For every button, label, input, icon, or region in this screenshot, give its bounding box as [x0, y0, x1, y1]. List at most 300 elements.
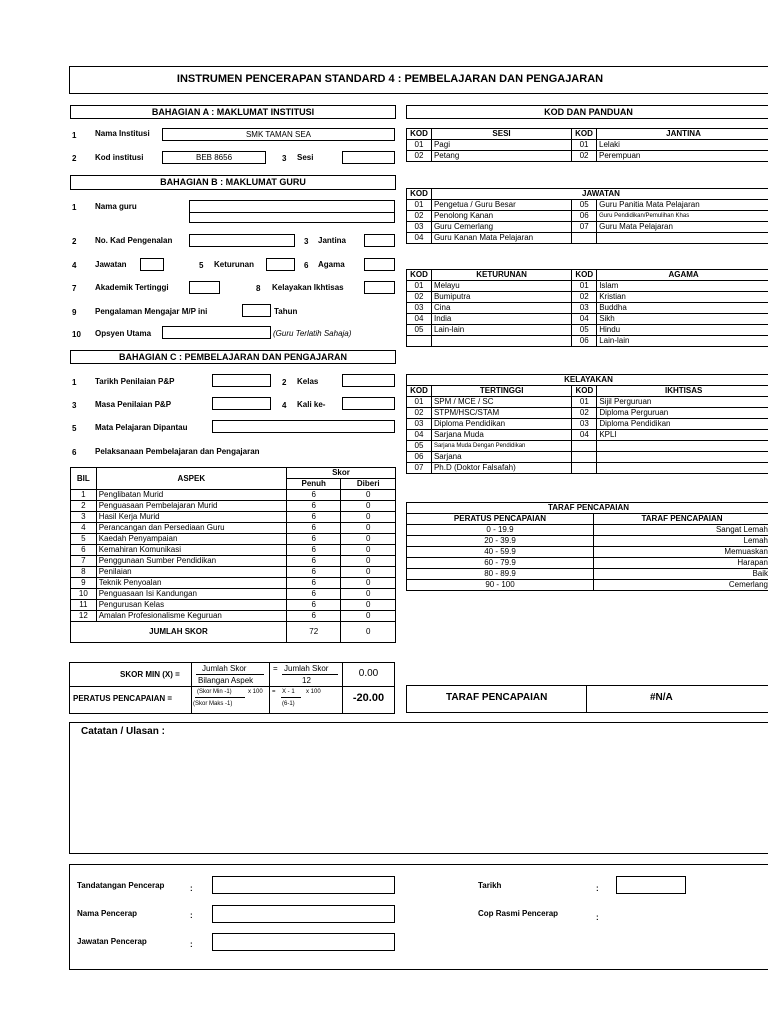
row-number: 1 [72, 131, 77, 140]
kod-cell [572, 463, 597, 474]
row-number: 9 [72, 308, 77, 317]
bil-header: BIL [71, 468, 97, 490]
tertinggi-cell: STPM/HSC/STAM [431, 408, 571, 419]
fraction-line-4 [281, 697, 301, 698]
x-minus-1-text: X - 1 [282, 689, 295, 695]
colon: : [596, 913, 599, 922]
x100b-text: x 100 [306, 689, 321, 695]
colon: : [190, 940, 193, 949]
skor-min-value: 0.00 [358, 668, 379, 679]
table-row [407, 452, 768, 463]
bil-cell: 10 [71, 589, 97, 600]
ikhtisas-cell [597, 452, 768, 463]
kad-pengenalan-field[interactable] [189, 234, 295, 247]
ikhtisas-header: IKHTISAS [597, 386, 768, 397]
kod-header: KOD [572, 129, 597, 140]
kod-cell: 06 [572, 336, 597, 347]
diberi-cell: 0 [341, 567, 396, 578]
table-row [71, 512, 396, 523]
sesi-label: Sesi [297, 153, 314, 162]
kod-cell: 07 [407, 463, 432, 474]
tarikh-penilaian-label: Tarikh Penilaian P&P [95, 377, 175, 386]
bil-cell: 7 [71, 556, 97, 567]
kod-cell [572, 441, 597, 452]
kod-cell: 01 [572, 140, 597, 151]
tertinggi-cell: Ph.D (Doktor Falsafah) [431, 463, 571, 474]
table-row [407, 151, 768, 162]
table-row [407, 325, 768, 336]
jantina-field[interactable] [364, 234, 395, 247]
agama-field[interactable] [364, 258, 395, 271]
kod-cell: 02 [572, 408, 597, 419]
catatan-box[interactable] [69, 722, 768, 854]
jawatan-pencerap-field[interactable] [212, 933, 395, 951]
kod-cell: 04 [572, 314, 597, 325]
agama-cell: Islam [597, 281, 768, 292]
row-number: 2 [72, 237, 77, 246]
penuh-cell: 6 [286, 611, 341, 622]
kod-header: KOD [407, 386, 432, 397]
sesi-header: SESI [431, 129, 571, 140]
table-row [407, 441, 768, 452]
row-number: 10 [72, 330, 81, 339]
mata-pelajaran-field[interactable] [212, 420, 395, 433]
row-number: 3 [304, 237, 309, 246]
taraf-result-divider [586, 685, 587, 713]
aspek-name-cell: Pengurusan Kelas [96, 600, 286, 611]
opsyen-field[interactable] [162, 326, 271, 339]
table-row [71, 501, 396, 512]
taraf-cell: Memuaskan [594, 547, 768, 558]
row-number: 4 [72, 261, 77, 270]
diberi-cell: 0 [341, 556, 396, 567]
akademik-label: Akademik Tertinggi [95, 283, 169, 292]
kod-cell [407, 336, 432, 347]
keturunan-cell [431, 336, 571, 347]
jantina-header: JANTINA [597, 129, 768, 140]
kod-institusi-value: BEB 8656 [195, 153, 233, 162]
equals-sign: = [273, 664, 278, 673]
peratus-cell: 90 - 100 [407, 580, 594, 591]
penuh-cell: 6 [286, 556, 341, 567]
nama-pencerap-field[interactable] [212, 905, 395, 923]
aspek-name-cell: Penguasaan Pembelajaran Murid [96, 501, 286, 512]
skor-min-label: SKOR MIN (X) = [120, 670, 180, 679]
jawatan-cell: Guru Panitia Mata Pelajaran [597, 200, 768, 211]
agama-cell: Sikh [597, 314, 768, 325]
kod-cell: 05 [407, 325, 432, 336]
kod-cell: 05 [407, 441, 432, 452]
kod-institusi-field[interactable] [162, 151, 266, 164]
kod-cell: 02 [407, 292, 432, 303]
bil-cell: 6 [71, 545, 97, 556]
aspek-table [70, 467, 396, 643]
bil-cell: 2 [71, 501, 97, 512]
table-row [407, 558, 768, 569]
kod-cell: 03 [407, 222, 432, 233]
aspek-name-cell: Penguasaan Isi Kandungan [96, 589, 286, 600]
cop-rasmi-label: Cop Rasmi Pencerap [478, 909, 559, 918]
table-row [407, 222, 768, 233]
peratus-pencapaian-label: PERATUS PENCAPAIAN = [73, 694, 173, 703]
fraction-line [196, 674, 264, 675]
title-box [69, 66, 768, 94]
jawatan-label: Jawatan [95, 260, 127, 269]
ikhtisas-cell: KPLI [597, 430, 768, 441]
row-number: 1 [72, 203, 77, 212]
penuh-cell: 6 [286, 534, 341, 545]
jantina-cell: Perempuan [597, 151, 768, 162]
agama-cell: Hindu [597, 325, 768, 336]
agama-cell: Lain-lain [597, 336, 768, 347]
kod-cell [572, 452, 597, 463]
diberi-cell: 0 [341, 578, 396, 589]
agama-label: Agama [318, 260, 345, 269]
jawatan-table [406, 188, 768, 244]
kod-cell: 01 [572, 281, 597, 292]
table-row [71, 556, 396, 567]
kod-cell: 03 [407, 419, 432, 430]
kod-institusi-label: Kod institusi [95, 153, 144, 162]
tahun-label: Tahun [274, 307, 298, 316]
agama-cell: Kristian [597, 292, 768, 303]
taraf-cell: Baik [594, 569, 768, 580]
table-row [71, 600, 396, 611]
aspek-name-cell: Penilaian [96, 567, 286, 578]
jawatan-cell: Pengetua / Guru Besar [431, 200, 571, 211]
taraf-cell: Lemah [594, 536, 768, 547]
kod-cell: 01 [407, 281, 432, 292]
nama-guru-label: Nama guru [95, 202, 137, 211]
kod-panduan-header: KOD DAN PANDUAN [406, 105, 768, 119]
ikhtisas-cell: Diploma Pendidikan [597, 419, 768, 430]
jawatan-cell: Guru Kanan Mata Pelajaran [431, 233, 571, 244]
kod-header: KOD [407, 270, 432, 281]
page-title: INSTRUMEN PENCERAPAN STANDARD 4 : PEMBELAJARAN DAN PENGAJARAN [176, 73, 604, 85]
tertinggi-cell: Diploma Pendidikan [431, 419, 571, 430]
penuh-cell: 6 [286, 523, 341, 534]
kod-header: KOD [572, 270, 597, 281]
skor-vline-2 [269, 662, 270, 714]
peratus-cell: 60 - 79.9 [407, 558, 594, 569]
penuh-cell: 6 [286, 600, 341, 611]
kod-cell: 02 [407, 151, 432, 162]
keturunan-header: KETURUNAN [431, 270, 571, 281]
taraf-table [406, 502, 768, 591]
keturunan-cell: Lain-lain [431, 325, 571, 336]
diberi-cell: 0 [341, 512, 396, 523]
kod-cell: 04 [407, 233, 432, 244]
mata-pelajaran-label: Mata Pelajaran Dipantau [95, 423, 188, 432]
table-row [407, 525, 768, 536]
kelayakan-header: KELAYAKAN [407, 375, 768, 386]
keturunan-field[interactable] [266, 258, 295, 271]
aspek-header: ASPEK [96, 468, 286, 490]
peratus-value: -20.00 [352, 692, 385, 704]
kod-cell: 01 [572, 397, 597, 408]
jawatan-cell: Guru Pendidikan/Pemulihan Khas [597, 211, 768, 222]
frac-bot-text: (Skor Maks -1) [193, 701, 233, 707]
table-row [71, 534, 396, 545]
taraf-pencapaian-value: #N/A [650, 692, 673, 703]
aspek-name-cell: Kaedah Penyampaian [96, 534, 286, 545]
ikhtisas-cell [597, 463, 768, 474]
peratus-cell: 80 - 89.9 [407, 569, 594, 580]
agama-header: AGAMA [597, 270, 768, 281]
catatan-label: Catatan / Ulasan : [81, 726, 165, 737]
peratus-cell: 40 - 59.9 [407, 547, 594, 558]
row-number: 3 [72, 401, 77, 410]
pengalaman-label: Pengalaman Mengajar M/P ini [95, 307, 208, 316]
tertinggi-cell: SPM / MCE / SC [431, 397, 571, 408]
kod-cell: 01 [407, 140, 432, 151]
masa-penilaian-field[interactable] [212, 397, 271, 410]
bil-cell: 1 [71, 490, 97, 501]
keturunan-cell: Bumiputra [431, 292, 571, 303]
jantina-cell: Lelaki [597, 140, 768, 151]
kod-cell: 03 [572, 303, 597, 314]
bil-cell: 8 [71, 567, 97, 578]
jawatan-cell: Guru Cemerlang [431, 222, 571, 233]
kali-label: Kali ke- [297, 400, 326, 409]
kelas-field[interactable] [342, 374, 395, 387]
colon: : [596, 884, 599, 893]
kelas-label: Kelas [297, 377, 319, 386]
penuh-cell: 6 [286, 589, 341, 600]
penuh-cell: 6 [286, 512, 341, 523]
kod-cell: 04 [407, 314, 432, 325]
table-row [407, 536, 768, 547]
bilangan-aspek-text: Bilangan Aspek [198, 676, 254, 685]
bil-cell: 11 [71, 600, 97, 611]
penuh-header: Penuh [286, 479, 341, 490]
kod-cell: 04 [407, 430, 432, 441]
sesi-jantina-table [406, 128, 768, 162]
tertinggi-cell: Sarjana Muda Dengan Pendidikan [431, 441, 571, 452]
row-number: 2 [282, 378, 287, 387]
taraf-pencapaian-label: TARAF PENCAPAIAN [446, 692, 548, 703]
diberi-cell: 0 [341, 611, 396, 622]
jawatan-header: JAWATAN [431, 189, 768, 200]
row-number: 4 [282, 401, 287, 410]
kelayakan-ikhtisas-field[interactable] [364, 281, 395, 294]
kod-cell: 02 [407, 408, 432, 419]
aspek-name-cell: Perancangan dan Persediaan Guru [96, 523, 286, 534]
keturunan-cell: India [431, 314, 571, 325]
table-row [407, 547, 768, 558]
keturunan-cell: Melayu [431, 281, 571, 292]
diberi-cell: 0 [341, 501, 396, 512]
jumlah-diberi-value: 0 [341, 622, 396, 643]
masa-penilaian-label: Masa Penilaian P&P [95, 400, 172, 409]
penuh-cell: 6 [286, 490, 341, 501]
diberi-header: Diberi [341, 479, 396, 490]
aspek-name-cell: Amalan Profesionalisme Keguruan [96, 611, 286, 622]
diberi-cell: 0 [341, 589, 396, 600]
bil-cell: 4 [71, 523, 97, 534]
kod-cell: 01 [407, 200, 432, 211]
colon: : [190, 884, 193, 893]
kod-header: KOD [407, 189, 432, 200]
keturunan-label: Keturunan [214, 260, 254, 269]
jumlah-skor-text: Jumlah Skor [202, 664, 247, 673]
aspek-name-cell: Penggunaan Sumber Pendidikan [96, 556, 286, 567]
row-number: 6 [72, 448, 77, 457]
nama-institusi-value: SMK TAMAN SEA [245, 130, 312, 139]
table-row [71, 490, 396, 501]
aspek-name-cell: Kemahiran Komunikasi [96, 545, 286, 556]
akademik-field[interactable] [189, 281, 220, 294]
sesi-field[interactable] [342, 151, 395, 164]
keturunan-agama-table [406, 269, 768, 347]
jumlah-penuh-value: 72 [286, 622, 341, 643]
diberi-cell: 0 [341, 534, 396, 545]
colon: : [190, 911, 193, 920]
pelaksanaan-label: Pelaksanaan Pembelajaran dan Pengajaran [95, 447, 260, 456]
frac-top-text: (Skor Min -1) [197, 689, 232, 695]
equals-sign-2: = [272, 689, 276, 695]
table-row [71, 567, 396, 578]
skor-divider [69, 686, 395, 687]
tandatangan-field[interactable] [212, 876, 395, 894]
jawatan-field[interactable] [140, 258, 164, 271]
peratus-cell: 20 - 39.9 [407, 536, 594, 547]
tertinggi-cell: Sarjana [431, 452, 571, 463]
tertinggi-header: TERTINGGI [431, 386, 571, 397]
penuh-cell: 6 [286, 501, 341, 512]
kod-header: KOD [407, 129, 432, 140]
fraction-line-3 [195, 697, 245, 698]
jumlah-skor-label: JUMLAH SKOR [71, 622, 287, 643]
table-row [71, 578, 396, 589]
kod-cell: 02 [572, 151, 597, 162]
kod-cell: 05 [572, 325, 597, 336]
kod-cell: 06 [407, 452, 432, 463]
jumlah-skor-text-2: Jumlah Skor [284, 664, 329, 673]
kod-cell: 05 [572, 200, 597, 211]
table-row [407, 233, 768, 244]
row-number: 3 [282, 154, 287, 163]
sesi-cell: Pagi [431, 140, 571, 151]
nama-guru-field[interactable] [189, 200, 395, 223]
bil-cell: 5 [71, 534, 97, 545]
diberi-cell: 0 [341, 490, 396, 501]
tertinggi-cell: Sarjana Muda [431, 430, 571, 441]
tandatangan-label: Tandatangan Pencerap [77, 881, 165, 890]
tarikh-field[interactable] [616, 876, 686, 894]
bil-cell: 9 [71, 578, 97, 589]
table-row [407, 397, 768, 408]
ikhtisas-cell [597, 441, 768, 452]
row-number: 2 [72, 154, 77, 163]
kod-cell [572, 233, 597, 244]
table-row [407, 419, 768, 430]
kod-header: KOD [572, 386, 597, 397]
table-row [71, 545, 396, 556]
penuh-cell: 6 [286, 578, 341, 589]
table-row [407, 408, 768, 419]
agama-cell: Buddha [597, 303, 768, 314]
nama-guru-divider [190, 201, 394, 213]
sesi-cell: Petang [431, 151, 571, 162]
row-number: 8 [256, 284, 261, 293]
pengalaman-field[interactable] [242, 304, 271, 317]
table-row [407, 314, 768, 325]
table-row [407, 336, 768, 347]
table-row [407, 140, 768, 151]
nama-institusi-label: Nama Institusi [95, 129, 150, 138]
bil-cell: 3 [71, 512, 97, 523]
kod-cell: 06 [572, 211, 597, 222]
tarikh-penilaian-field[interactable] [212, 374, 271, 387]
ikhtisas-cell: Diploma Perguruan [597, 408, 768, 419]
skor-vline-1 [191, 662, 192, 714]
keturunan-cell: Cina [431, 303, 571, 314]
penuh-cell: 6 [286, 567, 341, 578]
diberi-cell: 0 [341, 523, 396, 534]
section-a-header: BAHAGIAN A : MAKLUMAT INSTITUSI [70, 105, 396, 119]
diberi-cell: 0 [341, 545, 396, 556]
table-row [71, 523, 396, 534]
table-row [407, 580, 768, 591]
aspek-name-cell: Hasil Kerja Murid [96, 512, 286, 523]
taraf-cell: Harapan [594, 558, 768, 569]
kod-cell: 02 [572, 292, 597, 303]
row-number: 6 [304, 261, 309, 270]
table-row [407, 292, 768, 303]
kad-pengenalan-label: No. Kad Pengenalan [95, 236, 173, 245]
taraf-header: TARAF PENCAPAIAN [407, 503, 768, 514]
jantina-label: Jantina [318, 236, 347, 245]
kod-cell: 02 [407, 211, 432, 222]
table-row [407, 200, 768, 211]
kali-field[interactable] [342, 397, 395, 410]
x100-text: x 100 [248, 689, 263, 695]
kod-cell: 03 [572, 419, 597, 430]
row-number: 5 [199, 261, 204, 270]
row-number: 1 [72, 378, 77, 387]
taraf-cell: Sangat Lemah [594, 525, 768, 536]
jawatan-cell: Penolong Kanan [431, 211, 571, 222]
bilangan-value: 12 [302, 676, 311, 685]
nama-institusi-field[interactable] [162, 128, 395, 141]
skor-header: Skor [286, 468, 395, 479]
kod-cell: 03 [407, 303, 432, 314]
peratus-header: PERATUS PENCAPAIAN [407, 514, 594, 525]
six-minus-one-text: (6-1) [282, 701, 295, 707]
table-row [407, 303, 768, 314]
taraf-cell: Cemerlang [594, 580, 768, 591]
tarikh-label: Tarikh [478, 881, 502, 890]
kod-cell: 07 [572, 222, 597, 233]
aspek-name-cell: Penglibatan Murid [96, 490, 286, 501]
bil-cell: 12 [71, 611, 97, 622]
table-row [407, 211, 768, 222]
kod-cell: 04 [572, 430, 597, 441]
kelayakan-ikhtisas-label: Kelayakan Ikhtisas [272, 283, 344, 292]
jawatan-cell: Guru Mata Pelajaran [597, 222, 768, 233]
table-row [407, 281, 768, 292]
table-row [71, 589, 396, 600]
opsyen-label: Opsyen Utama [95, 329, 152, 338]
ikhtisas-cell: Sijil Perguruan [597, 397, 768, 408]
jawatan-cell [597, 233, 768, 244]
row-number: 5 [72, 424, 77, 433]
table-row [407, 569, 768, 580]
section-c-header: BAHAGIAN C : PEMBELAJARAN DAN PENGAJARAN [70, 350, 396, 364]
fraction-line-2 [282, 674, 338, 675]
diberi-cell: 0 [341, 600, 396, 611]
